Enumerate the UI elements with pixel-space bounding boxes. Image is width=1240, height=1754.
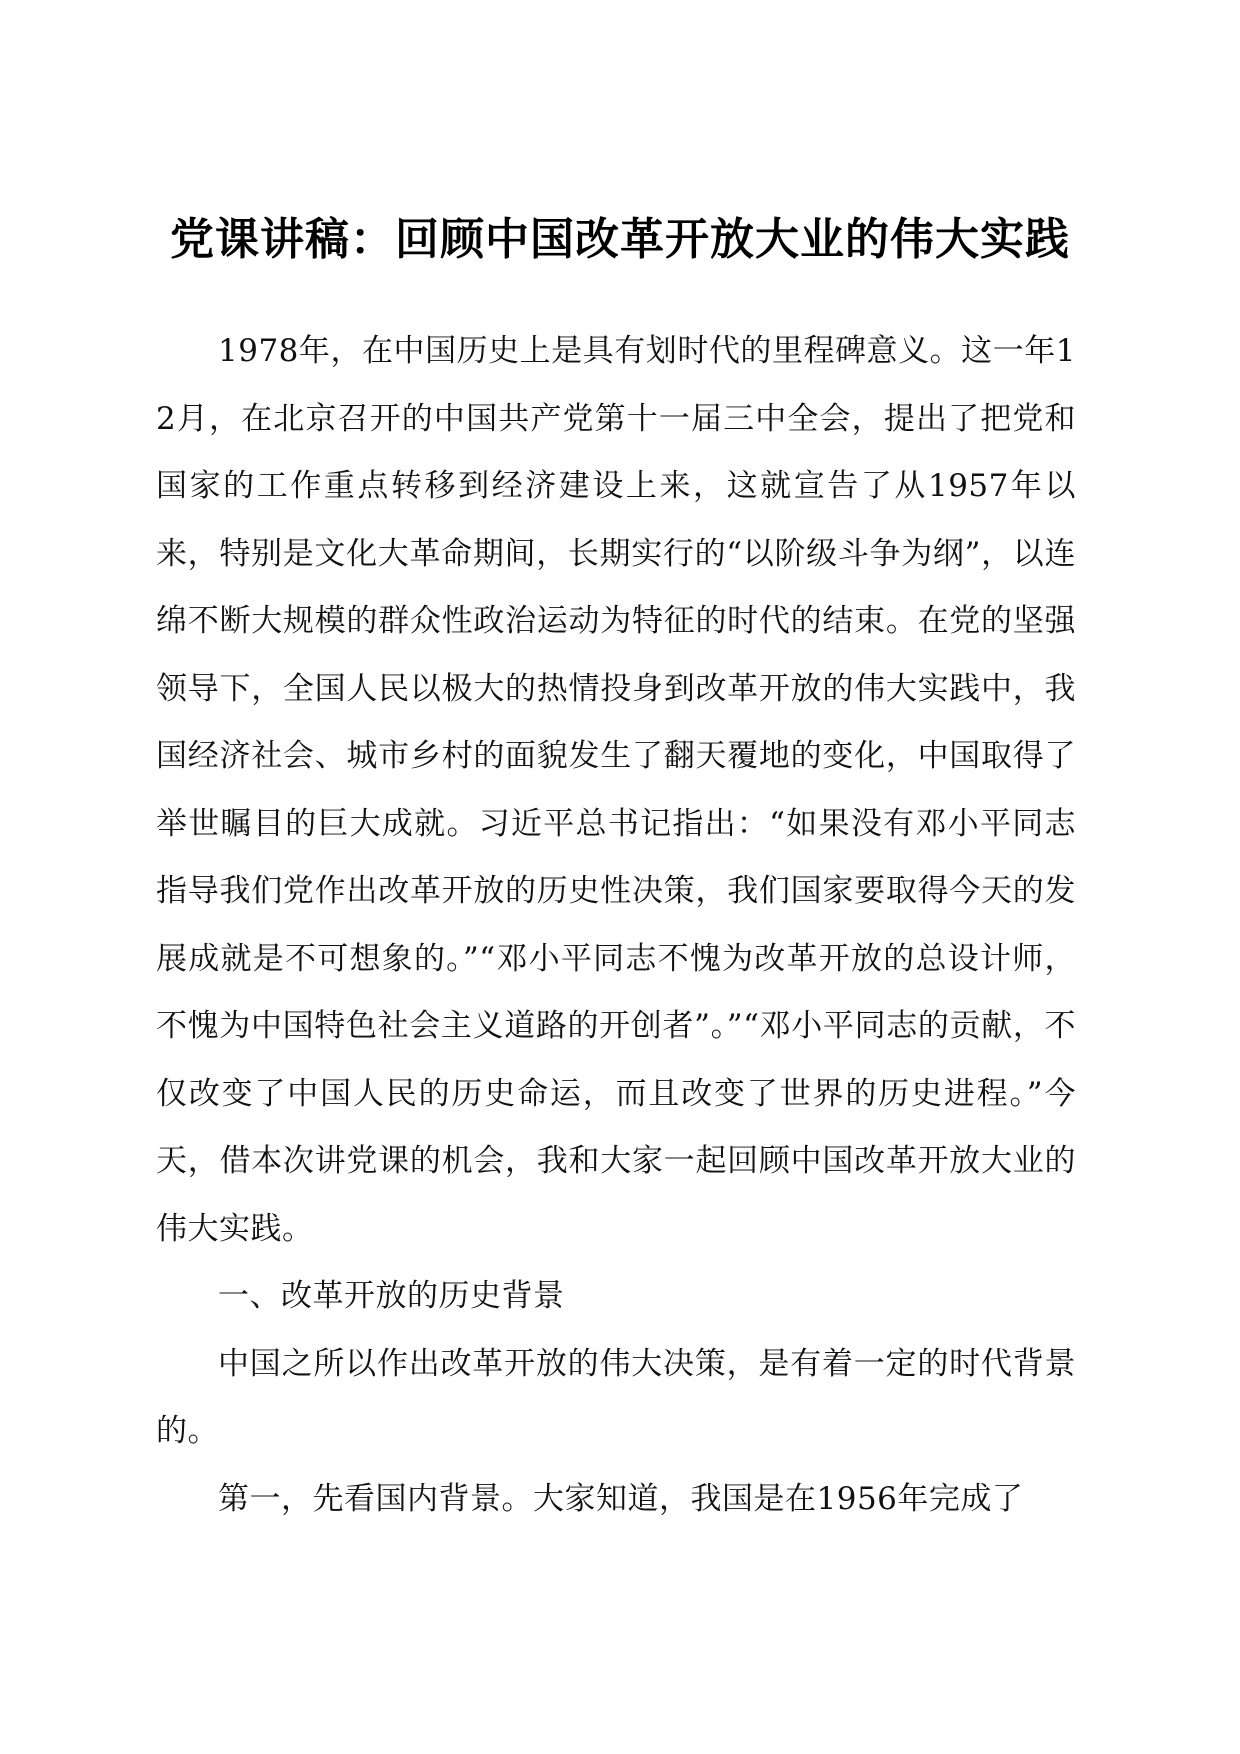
document-title: 党课讲稿：回顾中国改革开放大业的伟大实践 [170,214,1070,265]
paragraph-domestic: 第一，先看国内背景。大家知道，我国是在1956年完成了 [218,1480,1024,1517]
document-body [156,318,1076,1533]
paragraph-background: 中国之所以作出改革开放的伟大决策，是有着一定的时代背景的。 [156,1345,1076,1449]
section-heading-1: 一、改革开放的历史背景 [218,1278,565,1314]
paragraph-intro: 1978年，在中国历史上是具有划时代的里程碑意义。这一年12月，在北京召开的中国共产党第十一届三中全会，提出了把党和国家的工作重点转移到经济建设上来，这就宣告了从1957年以来，特别是文化大革命期间，长期实行的“以阶级斗争为纲”，以连绵不断大规模的群众性政治运动为特征的时代的结束。在党的坚强领导下，全国人民以极大的热情投身到改革开放的伟大实践中，我国经济社会、城市乡村的面貌发生了翻天覆地的变化，中国取得了举世瞩目的巨大成就。习近平总书记指出：“如果没有邓小平同志指导我们党作出改革开放的历史性决策，我们国家要取得今天的发展成就是不可想象的。”“邓小平同志不愧为改革开放的总设计师，不愧为中国特色社会主义道路的开创者”。”“邓小平同志的贡献，不仅改变了中国人民的历史命运，而且改变了世界的历史进程。”今天，借本次讲党课的机会，我和大家一起回顾中国改革开放大业的伟大实践。 [156,333,1076,1247]
